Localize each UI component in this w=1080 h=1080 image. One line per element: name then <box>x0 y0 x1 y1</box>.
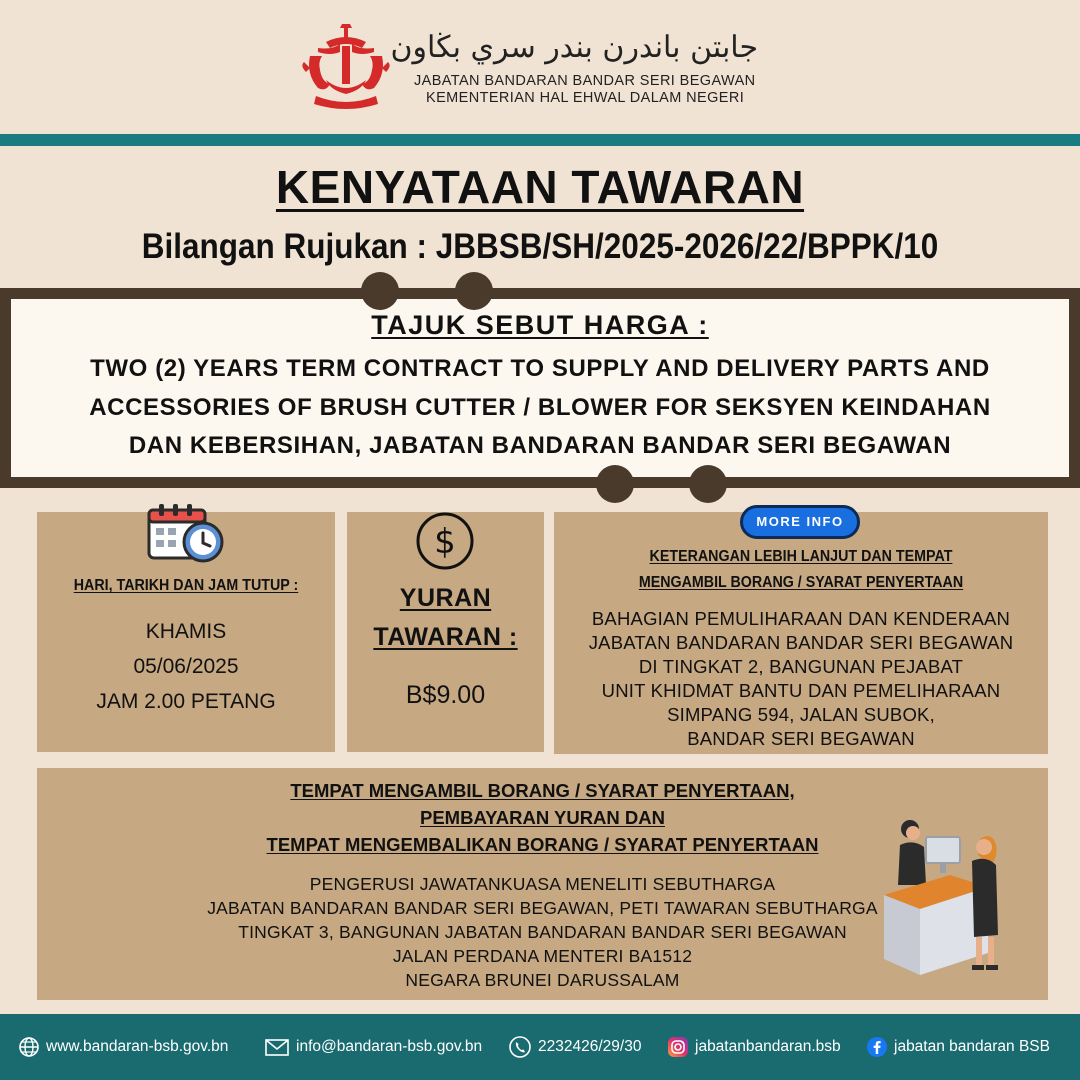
dollar-icon <box>414 510 476 572</box>
info-heading: KETERANGAN LEBIH LANJUT DAN TEMPAT <box>649 548 953 565</box>
frame-dot <box>689 465 727 503</box>
tajuk-text <box>30 350 1050 466</box>
frame-dot <box>455 272 493 310</box>
jawi-department-name: جابتن باندرن بندر سري بڬاون <box>390 30 758 65</box>
place-heading: TEMPAT MENGEMBALIKAN BORANG / SYARAT PENYERTAAN <box>266 834 819 855</box>
info-line: UNIT KHIDMAT BANTU DAN PEMELIHARAAN <box>601 680 1001 701</box>
place-line: JALAN PERDANA MENTERI BA1512 <box>392 946 693 966</box>
globe-icon <box>18 1036 40 1058</box>
more-info-badge[interactable]: MORE INFO <box>740 505 860 539</box>
place-line: NEGARA BRUNEI DARUSSALAM <box>405 970 680 990</box>
facebook-text: jabatan bandaran BSB <box>894 1038 1050 1055</box>
header <box>0 0 1080 134</box>
closing-time: JAM 2.00 PETANG <box>96 690 276 713</box>
phone-text: 2232426/29/30 <box>538 1038 642 1055</box>
place-heading: TEMPAT MENGAMBIL BORANG / SYARAT PENYERTAAN, <box>290 780 795 801</box>
place-heading: PEMBAYARAN YURAN DAN <box>420 807 665 828</box>
footer-facebook[interactable] <box>866 1014 1050 1080</box>
tajuk-line: TWO (2) YEARS TERM CONTRACT TO SUPPLY AND DELIVERY PARTS AND <box>90 355 990 382</box>
tajuk-line: DAN KEBERSIHAN, JABATAN BANDARAN BANDAR SERI BEGAWAN <box>128 432 952 459</box>
calendar-clock-icon <box>147 502 225 564</box>
page-title: KENYATAAN TAWARAN <box>275 161 805 213</box>
reference-number: Bilangan Rujukan : JBBSB/SH/2025-2026/22/BPPK/10 <box>141 227 939 266</box>
frame-dot <box>596 465 634 503</box>
instagram-text: jabatanbandaran.bsb <box>695 1038 841 1055</box>
frame-dot <box>361 272 399 310</box>
svg-text:$: $ <box>434 522 456 562</box>
info-line: SIMPANG 594, JALAN SUBOK, <box>667 704 935 725</box>
info-line: JABATAN BANDARAN BANDAR SERI BEGAWAN <box>588 632 1014 653</box>
reception-counter-illustration <box>880 815 1020 985</box>
footer-phone[interactable] <box>508 1014 641 1080</box>
envelope-icon <box>264 1037 290 1057</box>
ministry-name: KEMENTERIAN HAL EHWAL DALAM NEGERI <box>426 90 745 106</box>
instagram-icon <box>667 1036 689 1058</box>
place-line: JABATAN BANDARAN BANDAR SERI BEGAWAN, PETI TAWARAN SEBUTHARGA <box>207 898 878 918</box>
info-line: BAHAGIAN PEMULIHARAAN DAN KENDERAAN <box>591 608 1011 629</box>
phone-icon <box>508 1035 532 1059</box>
closing-date-heading: HARI, TARIKH DAN JAM TUTUP : <box>73 577 299 594</box>
place-line: TINGKAT 3, BANGUNAN JABATAN BANDARAN BANDAR SERI BEGAWAN <box>238 922 847 942</box>
info-line: DI TINGKAT 2, BANGUNAN PEJABAT <box>638 656 964 677</box>
fee-heading: YURAN <box>399 584 492 612</box>
place-line: PENGERUSI JAWATANKUASA MENELITI SEBUTHARGA <box>309 874 776 894</box>
closing-day: KHAMIS <box>145 620 227 643</box>
fee-amount: B$9.00 <box>405 681 486 709</box>
email-text: info@bandaran-bsb.gov.bn <box>296 1038 483 1055</box>
department-name: JABATAN BANDARAN BANDAR SERI BEGAWAN <box>414 73 756 89</box>
facebook-icon <box>866 1036 888 1058</box>
footer-instagram[interactable] <box>667 1014 841 1080</box>
brunei-crest-icon <box>296 22 396 114</box>
footer-email[interactable] <box>264 1014 482 1080</box>
fee-heading: TAWARAN : <box>373 623 518 651</box>
footer-website[interactable] <box>18 1014 228 1080</box>
website-text: www.bandaran-bsb.gov.bn <box>46 1038 229 1055</box>
info-heading: MENGAMBIL BORANG / SYARAT PENYERTAAN <box>638 574 964 591</box>
info-line: BANDAR SERI BEGAWAN <box>687 728 915 749</box>
closing-date: 05/06/2025 <box>133 655 239 678</box>
tajuk-line: ACCESSORIES OF BRUSH CUTTER / BLOWER FOR SEKSYEN KEINDAHAN <box>89 393 991 421</box>
tajuk-label: TAJUK SEBUT HARGA : <box>371 310 709 340</box>
header-divider <box>0 134 1080 146</box>
